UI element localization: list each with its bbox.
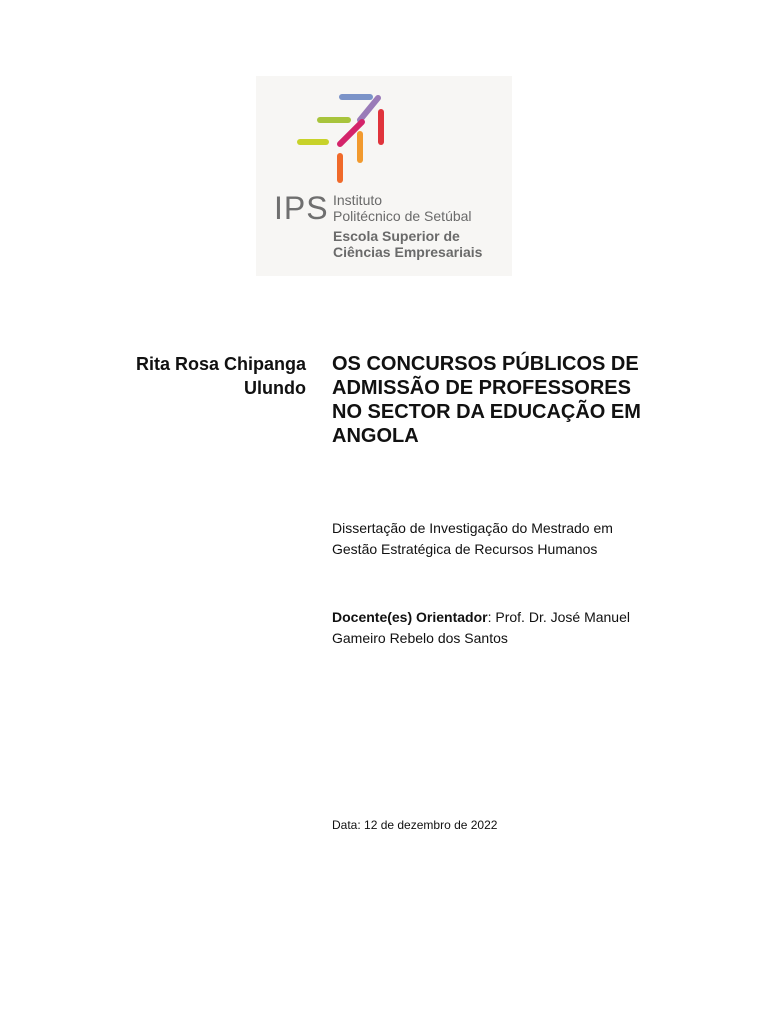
advisor-name-part1: : Prof. Dr. José Manuel: [487, 609, 630, 625]
dissertation-line: Gestão Estratégica de Recursos Humanos: [332, 541, 598, 557]
advisor-label: Docente(es) Orientador: [332, 609, 488, 625]
title-line: ADMISSÃO DE PROFESSORES: [332, 377, 631, 399]
dissertation-line: Dissertação de Investigação do Mestrado em: [332, 520, 613, 536]
author-line: Rita Rosa Chipanga: [135, 354, 306, 374]
advisor-name-part2: Gameiro Rebelo dos Santos: [332, 630, 508, 646]
logo-school-line: Ciências Empresariais: [333, 244, 483, 260]
dissertation-description: [332, 518, 692, 560]
title-line: OS CONCURSOS PÚBLICOS DE: [332, 353, 639, 375]
advisor-block: [332, 607, 692, 649]
logo-school-name: [333, 228, 482, 260]
author-line: Ulundo: [244, 378, 306, 398]
ips-logo: [256, 76, 512, 276]
document-title: [332, 352, 662, 448]
logo-institute-line: Instituto: [333, 192, 383, 208]
logo-institute-name: [333, 192, 472, 224]
logo-institute-line: Politécnico de Setúbal: [333, 208, 472, 224]
advisor-line: [332, 607, 692, 628]
author-name: [96, 352, 306, 400]
title-line: ANGOLA: [332, 425, 419, 447]
logo-acronym: IPS: [274, 190, 329, 226]
logo-stroke-purple: [360, 98, 378, 120]
title-line: NO SECTOR DA EDUCAÇÃO EM: [332, 401, 641, 423]
logo-school-line: Escola Superior de: [333, 228, 460, 244]
submission-date: Data: 12 de dezembro de 2022: [332, 818, 498, 832]
